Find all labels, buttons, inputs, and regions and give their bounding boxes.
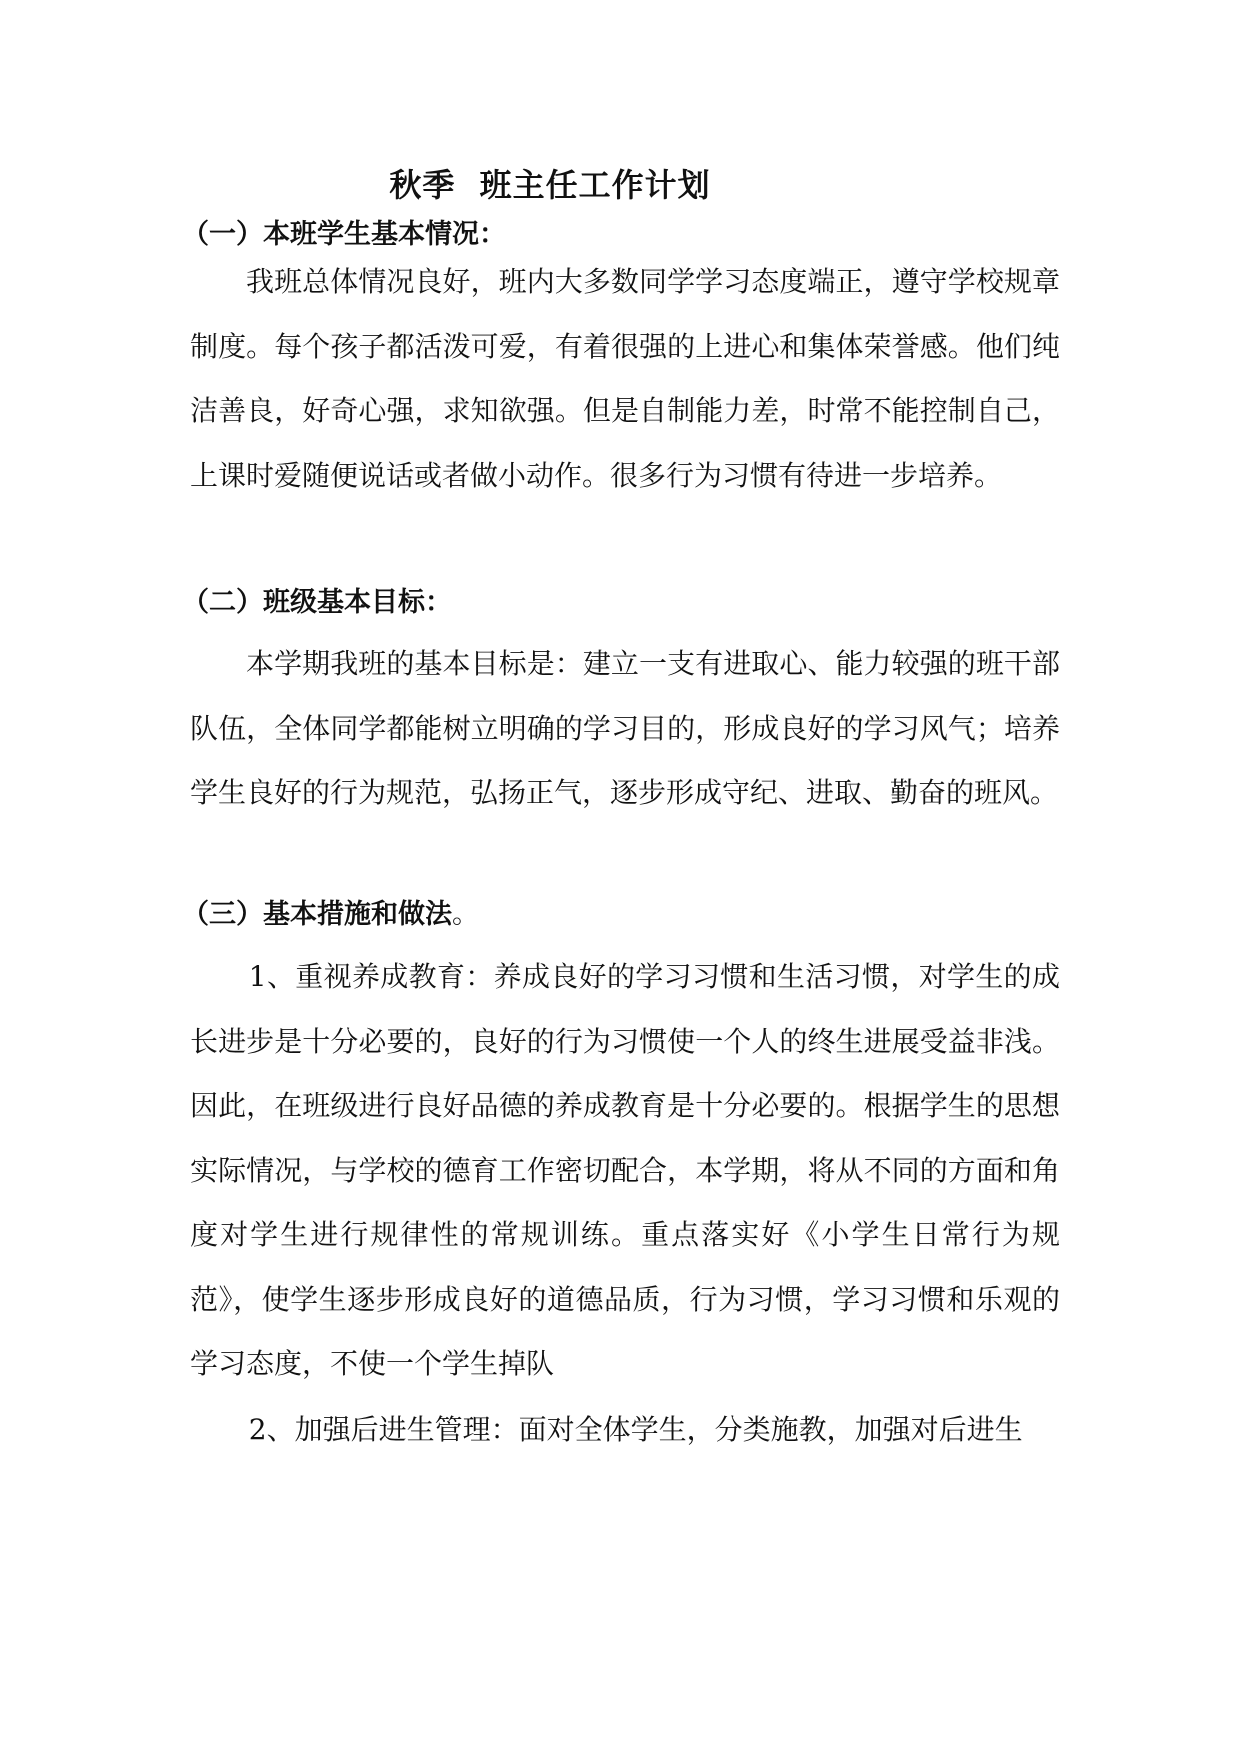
section-3-heading-suffix: 。 xyxy=(452,899,479,930)
section-3-heading xyxy=(182,892,479,931)
section-3-item-2: 2、加强后进生管理：面对全体学生，分类施教，加强对后进生 xyxy=(248,1413,1023,1446)
section-2-paragraph: 本学期我班的基本目标是：建立一支有进取心、能力较强的班干部队伍，全体同学都能树立明确的学习目的，形成良好的学习风气；培养学生良好的行为规范，弘扬正气，逐步形成守纪、进取、勤奋的班风。 xyxy=(190,647,1060,809)
section-1-paragraph: 我班总体情况良好，班内大多数同学学习态度端正，遵守学校规章制度。每个孩子都活泼可爱，有着很强的上进心和集体荣誉感。他们纯洁善良，好奇心强，求知欲强。但是自制能力差，时常不能控制自己，上课时爱随便说话或者做小动作。很多行为习惯有待进一步培养。 xyxy=(190,265,1060,492)
section-3-item-1: 1、重视养成教育：养成良好的学习习惯和生活习惯，对学生的成长进步是十分必要的，良好的行为习惯使一个人的终生进展受益非浅。因此，在班级进行良好品德的养成教育是十分必要的。根据学生的思想实际情况，与学校的德育工作密切配合，本学期，将从不同的方面和角度对学生进行规律性的常规训练。重点落实好《小学生日常行为规范》，使学生逐步形成良好的道德品质，行为习惯，学习习惯和乐观的学习态度，不使一个学生掉队 xyxy=(190,960,1060,1380)
section-2-heading: （二）班级基本目标： xyxy=(182,587,452,618)
section-1-heading: （一）本班学生基本情况： xyxy=(182,219,506,250)
section-3-heading-text: （三）基本措施和做法 xyxy=(182,899,452,930)
document-title: 秋季 班主任工作计划 xyxy=(389,166,711,204)
